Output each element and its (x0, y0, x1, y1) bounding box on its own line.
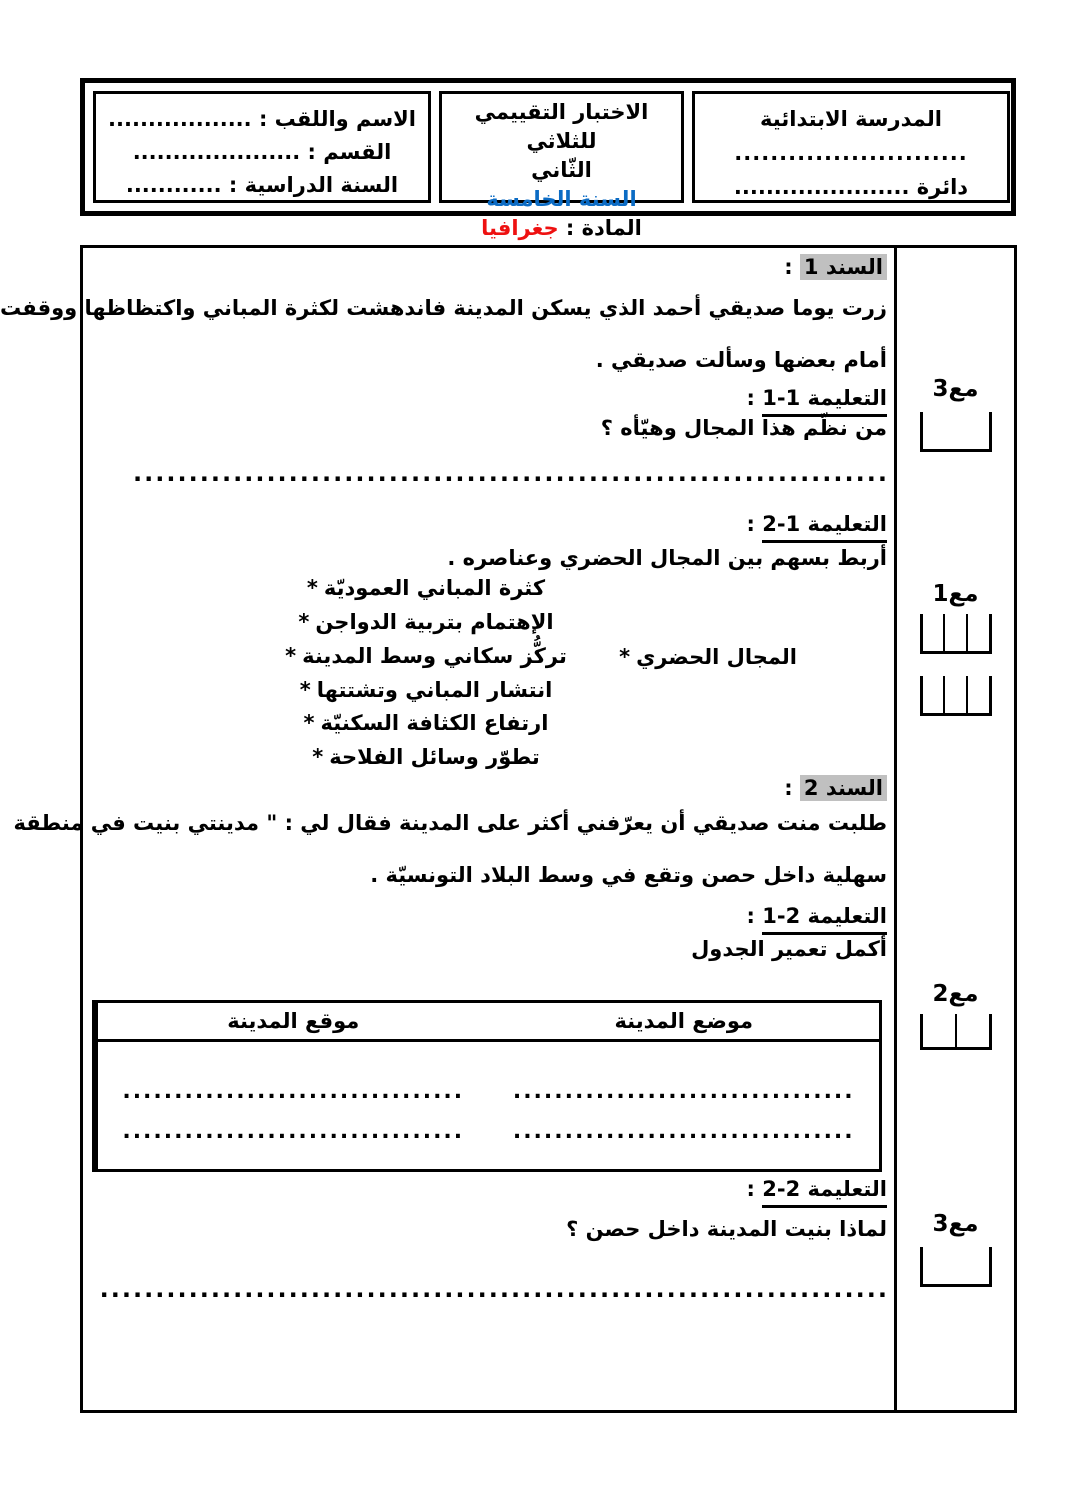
city-table (92, 1000, 882, 1172)
matching-list (123, 576, 723, 781)
asterisk-bullet: * (299, 678, 311, 702)
instruction-1-2-title: التعليمة 1-2 : (747, 511, 887, 543)
subject-label: المادة : (558, 216, 642, 240)
instruction-2-2-title: التعليمة 2-2 : (747, 1176, 887, 1208)
score-tick-box (897, 614, 1014, 654)
table-answer-dots: ................................. (122, 1119, 465, 1144)
instruction-1-1-title: التعليمة 1-1 : (747, 385, 887, 417)
sanad1-text-line2: أمام بعضها وسألت صديقي . (595, 348, 887, 372)
match-item: * انتشار المباني وتشتتها (123, 678, 723, 702)
student-class-line: القسم : ..................... (132, 140, 392, 164)
asterisk-bullet: * (306, 576, 318, 600)
score-tick-box (897, 412, 1014, 452)
table-cell-location (95, 1042, 489, 1169)
table-header-row (95, 1003, 879, 1042)
subject-line (442, 214, 681, 243)
criterion-label: مع1 (932, 581, 979, 607)
grade-line: السنة الخامسة (486, 187, 637, 211)
sanad2-badge: السند 2 (800, 775, 887, 801)
match-item: * تركُّز سكاني وسط المدينة (123, 644, 723, 668)
match-item: * كثرة المباني العموديّة (123, 576, 723, 600)
sanad2-title: السند 2 : (784, 775, 887, 802)
answer-dots-1-1: .................................................................... (133, 459, 889, 487)
exam-title-box (439, 91, 684, 240)
instruction-2-1-task: أكمل تعمير الجدول (691, 937, 887, 961)
sanad1-text-line1: زرت يوما صديقي أحمد الذي يسكن المدينة فاندهشت لكثرة المباني واكتظاظها ووقفت (0, 296, 887, 320)
main-frame (0, 245, 1017, 1413)
sanad2-text-line1: طلبت منت صديقي أن يعرّفني أكثر على المدينة فقال لي : " مدينتي بنيت في منطقة (13, 811, 887, 835)
exam-title-line2: الثّاني (531, 158, 592, 182)
asterisk-bullet: * (312, 745, 324, 769)
table-body-row (95, 1042, 879, 1169)
sanad1-badge: السند 1 (800, 254, 887, 280)
student-name-line: الاسم واللقب : .................. (108, 107, 416, 131)
school-dots-line: .......................... (734, 141, 968, 165)
match-hub: * المجال الحضري (613, 644, 797, 671)
exam-title-line1: الاختبار التقييمي للثلاثي (474, 100, 649, 153)
criterion-label: مع2 (932, 981, 979, 1007)
student-info-box (93, 91, 431, 203)
sanad2-text-line2: سهلية داخل حصن وتقع في وسط البلاد التونسيّة . (370, 863, 887, 887)
instruction-1-1-question: من نظّم هذا المجال وهيّأه ؟ (600, 416, 887, 440)
table-cell-position (489, 1042, 880, 1169)
score-tick-box (897, 1014, 1014, 1050)
criterion-label: مع3 (932, 376, 979, 402)
table-answer-dots: ................................. (512, 1079, 855, 1104)
sanad1-title: السند 1 : (784, 254, 887, 281)
instruction-2-1-title: التعليمة 2-1 : (747, 903, 887, 935)
subject-value: جغرافيا (481, 216, 559, 240)
school-info-box (692, 91, 1010, 203)
criterion-label: مع3 (932, 1211, 979, 1237)
table-answer-dots: ................................. (122, 1079, 465, 1104)
match-item: * تطوّر وسائل الفلاحة (123, 745, 723, 769)
asterisk-bullet: * (285, 644, 297, 668)
asterisk-bullet: * (298, 610, 310, 634)
asterisk-bullet: * (303, 711, 315, 735)
table-answer-dots: ................................. (512, 1119, 855, 1144)
table-header-location: موقع المدينة (95, 1003, 489, 1039)
instruction-2-2-question: لماذا بنيت المدينة داخل حصن ؟ (566, 1217, 887, 1241)
score-tick-box (897, 1247, 1014, 1287)
answer-dots-2-2: ....................................................................... (99, 1275, 889, 1303)
district-line: دائرة ...................... (733, 175, 969, 199)
table-header-position: موضع المدينة (614, 1009, 754, 1033)
match-item: * الإهتمام بتربية الدواجن (123, 610, 723, 634)
score-tick-box (897, 676, 1014, 716)
header-frame (80, 78, 1016, 240)
instruction-1-2-task: أربط بسهم بين المجال الحضري وعناصره . (447, 546, 887, 570)
student-year-line: السنة الدراسية : ............ (125, 173, 399, 197)
school-title: المدرسة الابتدائية (760, 107, 942, 131)
asterisk-bullet: * (619, 645, 631, 669)
match-item: * ارتفاع الكثافة السكنيّة (123, 711, 723, 735)
